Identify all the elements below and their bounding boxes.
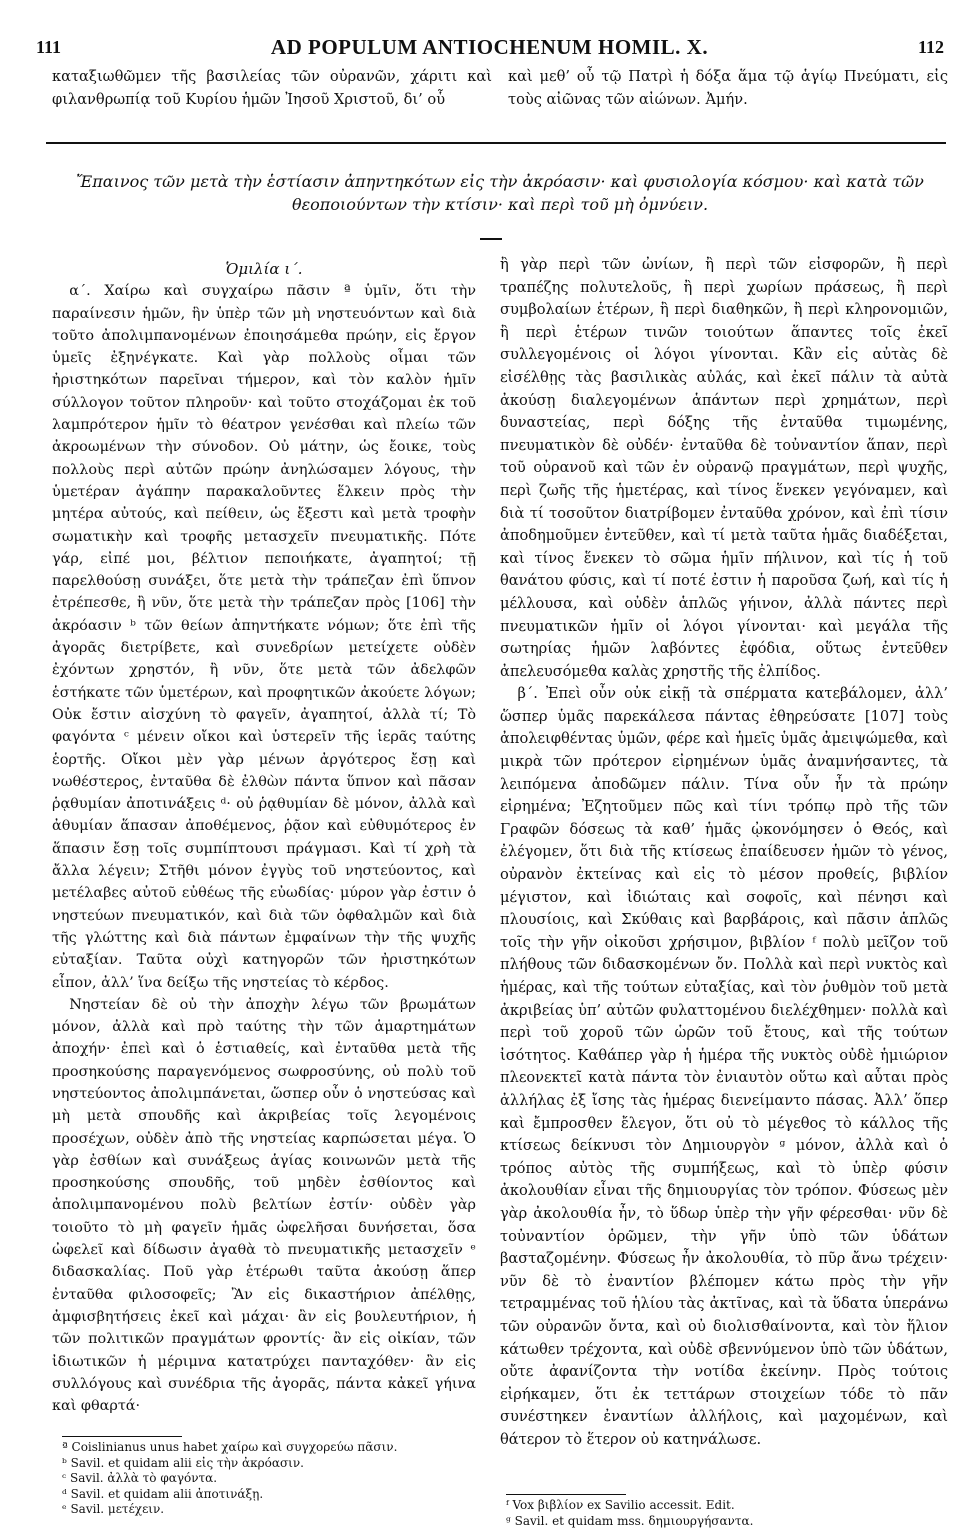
- section-divider: [46, 142, 946, 144]
- footnote: ᵉ Savil. μετέχειν.: [62, 1502, 165, 1516]
- page-number-right: 112: [917, 36, 944, 57]
- footnotes-left: [62, 1440, 472, 1518]
- short-divider: [480, 238, 502, 240]
- footnote: ᵈ Savil. et quidam alii ἀποτινάξῃ.: [62, 1486, 264, 1501]
- continuation-right-text: καὶ μεθ’ οὗ τῷ Πατρὶ ἡ δόξα ἅμα τῷ ἁγίῳ Πνεύματι, εἰς τοὺς αἰῶνας τῶν αἰώνων. Ἀμήν.: [508, 68, 948, 108]
- footnote: ᵇ Savil. et quidam alii εἰς τὴν ἀκρόασιν.: [62, 1455, 304, 1470]
- footnote: ᶜ Savil. ἀλλὰ τὸ φαγόντα.: [62, 1471, 218, 1485]
- paragraph: ἢ γὰρ περὶ τῶν ὠνίων, ἢ περὶ τῶν εἰσφορῶν, ἢ περὶ τραπέζης πολυτελοῦς, ἢ περὶ χωρίων πράσεως, ἢ περὶ συμβολαίων ἑτέρων, ἢ περὶ διαθηκῶν, ἢ περὶ κληρονομιῶν, ἢ περὶ ἑτέρων τινῶν τοιούτων ἅπαντες τοῖς ἐκεῖ συλλεγομένοις οἱ λόγοι γίνονται. Κἂν εἰς αὐτὰς δὲ εἰσέλθῃς τὰς βασιλικὰς αὐλάς, καὶ ἐκεῖ πάλιν τὰ αὐτὰ ἀκούσῃ διαλεγομένων ἁπάντων περὶ χρημάτων, περὶ δυναστείας, περὶ δόξης τῆς ἐνταῦθα τιμωμένης, πνευματικὸν δὲ οὐδέν· ἐνταῦθα δὲ τοὐναντίον ἅπαν, περὶ τοῦ οὐρανοῦ καὶ τῶν ἐν οὐρανῷ πραγμάτων, περὶ ψυχῆς, περὶ ζωῆς τῆς ἡμετέρας, καὶ τίνος ἕνεκεν γεγόναμεν, καὶ διὰ τί τοσοῦτον διατρίβομεν ἐνταῦθα χρόνον, καὶ ἐπὶ τίσιν ἀποδημοῦμεν ἐντεῦθεν, καὶ τί μετὰ ταῦτα ἡμᾶς διαδέξεται, καὶ τίνος ἕνεκεν τὸ σῶμα ἡμῖν πήλινον, καὶ τίς ἡ τοῦ θανάτου φύσις, καὶ τί ποτέ ἐστιν ἡ παροῦσα ζωή, καὶ τίς ἡ μέλλουσα, καὶ οὐδὲν ἁπλῶς γήινον, ἀλλὰ πάντες περὶ πνευματικῶν ἡμῖν οἱ λόγοι γίνονται· καὶ μεγάλα τῆς σωτηρίας ἡμῶν λαβόντες ἐφόδια, οὕτως ἐντεῦθεν ἀπελευσόμεθα καλὰς χρηστῆς τῆς ἐλπίδος.: [500, 256, 948, 680]
- footnote-rule-left: [62, 1436, 182, 1437]
- footnote: ᵍ Savil. et quidam mss. δημιουργήσαντα.: [506, 1513, 754, 1528]
- right-column: [500, 254, 948, 1451]
- left-column: [52, 258, 476, 1417]
- homily-summary: Ἔπαινος τῶν μετὰ τὴν ἑστίασιν ἀπηντηκότων εἰς τὴν ἀκρόασιν· καὶ φυσιολογία κόσμου· καὶ κατὰ τῶν θεοποιούντων τὴν κτίσιν· καὶ περὶ τοῦ μὴ ὀμνύειν.: [76, 172, 924, 214]
- continuation-right: [508, 66, 948, 111]
- paragraph: α΄. Χαίρω καὶ συγχαίρω πᾶσιν ª ὑμῖν, ὅτι τὴν παραίνεσιν ἡμῶν, ἣν ὑπὲρ τῶν μὴ νηστευόντων καὶ διὰ τοῦτο ἀπολιμπανομένων ἐποιησάμεθα πρώην, εἰς ἔργον ὑμεῖς ἐξηνέγκατε. Καὶ γὰρ πολλοὺς οἶμαι τῶν ἠριστηκότων παρεῖναι τήμερον, καὶ τὸν καλὸν ἡμῖν σύλλογον τοῦτον πληροῦν· καὶ τοῦτο στοχάζομαι ἐκ τοῦ λαμπρότερον ἡμῖν τὸ θέατρον γενέσθαι καὶ πλείω τῶν ἀκροωμένων τὴν σύνοδον. Οὐ μάτην, ὡς ἔοικε, τοὺς πολλοὺς περὶ αὐτῶν πρώην ἀνηλώσαμεν λόγους, τὴν ὑμετέραν ἀγάπην παρακαλοῦντες ἕλκειν πρὸς τὴν μητέρα αὐτούς, καὶ πείθειν, ὡς ἔξεστι καὶ μετὰ τροφὴν σωματικὴν καὶ τροφῆς μετασχεῖν πνευματικῆς. Πότε γάρ, εἰπέ μοι, βέλτιον πεποιήκατε, ἀγαπητοί; τῇ παρελθούσῃ συνάξει, ὅτε μετὰ τὴν τράπεζαν ἐπὶ ὕπνον ἐτρέπεσθε, ἢ νῦν, ὅτε μετὰ τὴν τράπεζαν πρὸς [106] τὴν ἀκρόασιν ᵇ τῶν θείων ἀπηντήκατε νόμων; ὅτε ἐπὶ τῆς ἀγορᾶς διετρίβετε, καὶ συνεδρίων μετείχετε οὐδὲν ἐχόντων χρηστόν, ἢ νῦν, ὅτε μετὰ τῶν ἀδελφῶν ἑστήκατε τῶν ὑμετέρων, καὶ προφητικῶν ἀκούετε λόγων; Οὐκ ἔστιν αἰσχύνη τὸ φαγεῖν, ἀγαπητοί, ἀλλὰ τί; Τὸ φαγόντα ᶜ μένειν οἴκοι καὶ ὑστερεῖν τῆς ἱερᾶς ταύτης ἑορτῆς. Οἴκοι μὲν γὰρ μένων ἀργότερος ἔσῃ καὶ νωθέστερος, ἐνταῦθα δὲ ἐλθὼν πάντα ὕπνον καὶ πᾶσαν ῥᾳθυμίαν ἀποτινάξεις ᵈ· οὐ ῥᾳθυμίαν δὲ μόνον, ἀλλὰ καὶ ἀθυμίαν ἅπασαν ἀποθέμενος, ῥᾷον καὶ εὐθυμότερος ἐν ἅπασιν ἔσῃ τοῖς συμπίπτουσι πράγμασι. Καὶ τί χρὴ τὰ ἄλλα λέγειν; Στῆθι μόνον ἐγγὺς τοῦ νηστεύοντος, καὶ μετέλαβες αὐτοῦ εὐθέως τῆς εὐωδίας· μύρον γὰρ ἐστιν ὁ νηστεύων πνευματικόν, καὶ διὰ τῶν ὀφθαλμῶν καὶ διὰ τῆς γλώττης καὶ διὰ πάντων ἐμφαίνων τὴν τῆς ψυχῆς εὐταξίαν. Ταῦτα οὐχὶ κατηγορῶν τῶν ἠριστηκότων εἶπον, ἀλλ’ ἵνα δείξω τῆς νηστείας τὸ κέρδος.: [52, 283, 476, 991]
- running-head: [36, 34, 944, 60]
- continuation-left: [52, 66, 492, 111]
- paragraph: Νηστείαν δὲ οὐ τὴν ἀποχὴν λέγω τῶν βρωμάτων μόνον, ἀλλὰ καὶ πρὸ ταύτης τὴν τῶν ἁμαρτημάτων ἀποχήν· ἐπεὶ καὶ ὁ ἑστιαθείς, καὶ ἐνταῦθα μετὰ τῆς προσηκούσης παραγενόμενος σωφροσύνης, οὐ πολὺ τοῦ νηστεύοντος ἀπολιμπάνεται, ὥσπερ οὖν ὁ νηστεύσας καὶ μὴ μετὰ σπουδῆς καὶ ἀκριβείας τοῖς λεγομένοις προσέχων, οὐδὲν ἀπὸ τῆς νηστείας καρπώσεται μέγα. Ὁ γὰρ ἐσθίων καὶ συνάξεως ἁγίας κοινωνῶν μετὰ τῆς προσηκούσης σπουδῆς, τοῦ μηδὲν ἐσθίοντος καὶ ἀπολιμπανομένου πολὺ βελτίων ἐστίν· οὐδὲν γὰρ τοιοῦτο τὸ μὴ φαγεῖν ἡμᾶς ὠφελῆσαι δυνήσεται, ὅσα ὠφελεῖ καὶ δίδωσιν ἀγαθὰ τὸ πνευματικῆς μετασχεῖν ᵉ διδασκαλίας. Ποῦ γὰρ ἑτέρωθι ταῦτα ἀκούσῃ ἅπερ ἐνταῦθα φιλοσοφεῖς; Ἂν εἰς δικαστήριον ἀπέλθῃς, ἀμφισβητήσεις ἐκεῖ καὶ μάχαι· ἂν εἰς βουλευτήριον, ἡ τῶν πολιτικῶν πραγμάτων φροντίς· ἂν εἰς οἰκίαν, τῶν ἰδιωτικῶν ἡ μέριμνα κατατρύχει πανταχόθεν· ἂν εἰς συλλόγους καὶ συνέδρια τῆς ἀγορᾶς, πάντα κἀκεῖ γήινα καὶ φθαρτά·: [52, 996, 476, 1415]
- page-number-left: 111: [36, 36, 62, 57]
- footnote-rule-right: [506, 1494, 626, 1495]
- running-title: AD POPULUM ANTIOCHENUM HOMIL. X.: [270, 34, 709, 59]
- continuation-left-text: καταξιωθῶμεν τῆς βασιλείας τῶν οὐρανῶν, χάριτι καὶ φιλανθρωπίᾳ τοῦ Κυρίου ἡμῶν Ἰησοῦ Χριστοῦ, δι’ οὗ: [52, 68, 492, 108]
- homily-title: Ὁμιλία ι΄.: [225, 260, 303, 278]
- paragraph: β΄. Ἐπεὶ οὖν οὐκ εἰκῇ τὰ σπέρματα κατεβάλομεν, ἀλλ’ ὥσπερ ὑμᾶς παρεκάλεσα πάντας ἐθηρεύσατε [107] τοὺς ἀπολειφθέντας ὑμῶν, φέρε καὶ ἡμεῖς ὑμᾶς ἀμειψώμεθα, καὶ μικρὰ τῶν πρότερον εἰρημένων ὑμᾶς ἀναμνήσαντες, τὰ λειπόμενα ἀποδῶμεν πάλιν. Τίνα οὖν ἦν τὰ πρώην εἰρημένα; Ἐζητοῦμεν πῶς καὶ τίνι τρόπῳ πρὸ τῆς τῶν Γραφῶν δόσεως τὰ καθ’ ἡμᾶς ᾠκονόμησεν ὁ Θεός, καὶ ἐλέγομεν, ὅτι διὰ τῆς κτίσεως ἐπαίδευσεν ἡμῶν τὸ γένος, οὐρανὸν ἐκτείνας καὶ εἰς τὸ μέσον προθείς, βιβλίον μέγιστον, καὶ ἰδιώταις καὶ σοφοῖς, καὶ πένησι καὶ πλουσίοις, καὶ Σκύθαις καὶ βαρβάροις, καὶ πᾶσιν ἁπλῶς τοῖς τὴν γῆν οἰκοῦσι χρήσιμον, βιβλίον ᶠ πολὺ μεῖζον τοῦ πλήθους τῶν διδασκομένων ὄν. Πολλὰ καὶ περὶ νυκτὸς καὶ ἡμέρας, καὶ τῆς τούτων εὐταξίας, καὶ τὸν ῥυθμὸν τοῦ μετὰ ἀκριβείας ὑπ’ αὐτῶν φυλαττομένου διελέχθημεν· πολλὰ καὶ περὶ τοῦ χοροῦ τῶν ὡρῶν τοῦ ἔτους, καὶ τῆς τούτων ἰσότητος. Καθάπερ γὰρ ἡ ἡμέρα τῆς νυκτὸς οὐδὲ ἡμιώριον πλεονεκτεῖ κατὰ πάντα τὸν ἐνιαυτὸν οὕτω καὶ αὗται πρὸς ἀλλήλας ἐξ ἴσης τὰς ἡμέρας διενείμαντο πάσας. Ἀλλ’ ὅπερ καὶ ἔμπροσθεν ἔλεγον, ὅτι οὐ τὸ μέγεθος τὸ κάλλος τῆς κτίσεως δείκνυσι τὸν Δημιουργὸν ᵍ μόνον, ἀλλὰ καὶ ὁ τρόπος αὐτὸς τῆς συμπήξεως, καὶ τὸ ὑπὲρ φύσιν ἀκολουθίαν εἶναι τῆς δημιουργίας τὸν τρόπον. Φύσεως μὲν γὰρ ἀκολουθία ἦν, τὸ ὕδωρ ὑπὲρ τὴν γῆν φέρεσθαι· νῦν δὲ τοὐναντίον ὁρῶμεν, τὴν γῆν ὑπὸ τῶν ὑδάτων βασταζομένην. Φύσεως ἦν ἀκολουθία, τὸ πῦρ ἄνω τρέχειν· νῦν δὲ τὸ ἐναντίον βλέπομεν κάτω πρὸς τὴν γῆν τετραμμένας τοῦ ἡλίου τὰς ἀκτῖνας, καὶ τὰ ὕδατα ὑπεράνω τῶν οὐρανῶν ὄντα, καὶ οὐ διολισθαίνοντα, καὶ τὸν ἥλιον κάτωθεν τρέχοντα, καὶ οὐδὲ σβεννύμενον ὑπὸ τῶν ὑδάτων, οὔτε ἀφανίζοντα τὴν νοτίδα ἐκείνην. Πρὸς τούτοις εἰρήκαμεν, ὅτι ἐκ τεττάρων στοιχείων τόδε τὸ πᾶν συνέστηκεν ἐναντίων ἀλλήλοις, καὶ μαχομένων, καὶ θάτερον τὸ ἕτερον οὐ κατηνάλωσε.: [500, 685, 948, 1448]
- footnotes-right: [506, 1498, 946, 1529]
- footnote: ª Coislinianus unus habet χαίρω καὶ συγχορεύω πᾶσιν.: [62, 1440, 398, 1454]
- footnote: ᶠ Vox βιβλίον ex Savilio accessit. Edit.: [506, 1498, 735, 1512]
